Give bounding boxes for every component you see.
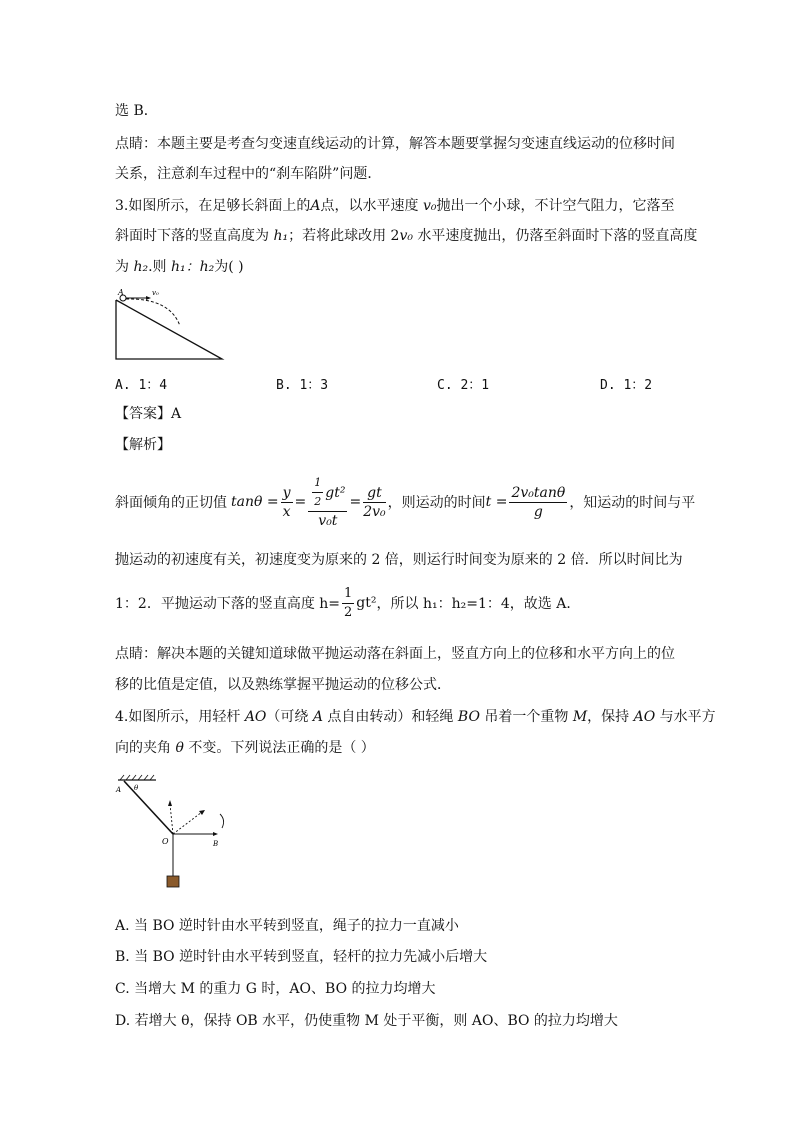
question-3-line-3: 为 h₂.则 h₁：h₂为( )	[115, 259, 244, 275]
note-line: 关系，注意刹车过程中的“刹车陷阱”问题．	[115, 166, 382, 182]
trajectory-curve	[126, 299, 180, 326]
label-A: A	[116, 786, 122, 794]
rotation-arc	[220, 814, 224, 828]
option-d: D. 若增大 θ，保持 OB 水平，仍使重物 M 处于平衡，则 AO、BO 的拉力均增大	[115, 1013, 618, 1029]
note-line: 点睛：解决本题的关键知道球做平抛运动落在斜面上，竖直方向上的位移和水平方向上的位	[115, 646, 675, 662]
label-A: A	[118, 288, 124, 297]
option-c: C. 2：1	[437, 378, 490, 393]
question-4-line-1: 4.如图所示，用轻杆 AO（可绕 A 点自由转动）和轻绳 BO 吊着一个重物 M，保持 AO 与水平方	[115, 709, 716, 725]
answer-line: 选 B．	[115, 103, 158, 119]
question-4-line-2: 向的夹角 θ 不变。下列说法正确的是（ ）	[115, 740, 375, 756]
option-c: C. 当增大 M 的重力 G 时，AO、BO 的拉力均增大	[115, 981, 436, 997]
label-theta: θ	[134, 784, 139, 792]
arrow-head-icon	[146, 296, 151, 300]
rod-rope-figure	[110, 772, 250, 892]
option-d: D. 1：2	[600, 378, 653, 393]
analysis-formula-line: 斜面倾角的正切值 tanθ = $\frac{y}{x}$ = $\frac{1}{2}$ gt² v₀t = $\frac{gt}{\text{2v₀}}$ ，则运动的时间 t = $\frac{\text{2v₀tanθ}}{g}$ ，知运动的时间与平	[115, 476, 696, 529]
analysis-line: 抛运动的初速度有关，初速度变为原来的 2 倍，则运行时间变为原来的 2 倍．所以时间比为	[115, 552, 683, 568]
rod-AO	[124, 781, 173, 834]
arrow-head-icon	[199, 810, 205, 815]
incline-triangle	[116, 300, 222, 359]
option-a: A. 当 BO 逆时针由水平转到竖直，绳子的拉力一直减小	[115, 918, 459, 934]
analysis-line: 1：2．平抛运动下落的竖直高度 h= $\frac{1}{2}$ gt² ，所以 h₁：h₂=1：4，故选 A．	[115, 585, 581, 620]
question-3-line-2: 斜面时下落的竖直高度为 h₁；若将此球改用 2v₀ 水平速度抛出，仍落至斜面时下落的竖直高度	[115, 228, 698, 244]
question-3-line-1: 3.如图所示，在足够长斜面上的A点，以水平速度 v₀抛出一个小球，不计空气阻力，它落至	[115, 198, 675, 214]
option-b: B. 1：3	[276, 378, 329, 393]
analysis-label: 【解析】	[115, 437, 171, 453]
incline-figure	[110, 286, 230, 366]
weight-block	[167, 876, 179, 887]
label-O: O	[162, 837, 169, 846]
arrow-head-icon	[213, 832, 218, 836]
label-B: B	[213, 840, 219, 848]
ceiling-hatch	[120, 775, 154, 780]
option-b: B. 当 BO 逆时针由水平转到竖直，轻杆的拉力先减小后增大	[115, 949, 488, 965]
arrow-head-icon	[168, 800, 172, 806]
note-line: 点睛：本题主要是考查匀变速直线运动的计算，解答本题要掌握匀变速直线运动的位移时间	[115, 136, 675, 152]
note-line: 移的比值是定值，以及熟练掌握平抛运动的位移公式．	[115, 677, 451, 693]
answer-label: 【答案】A	[115, 406, 182, 422]
dashed-diagonal	[173, 812, 202, 834]
option-a: A. 1：4	[115, 378, 168, 393]
label-v0: v₀	[152, 289, 159, 297]
dashed-vertical	[170, 804, 173, 834]
